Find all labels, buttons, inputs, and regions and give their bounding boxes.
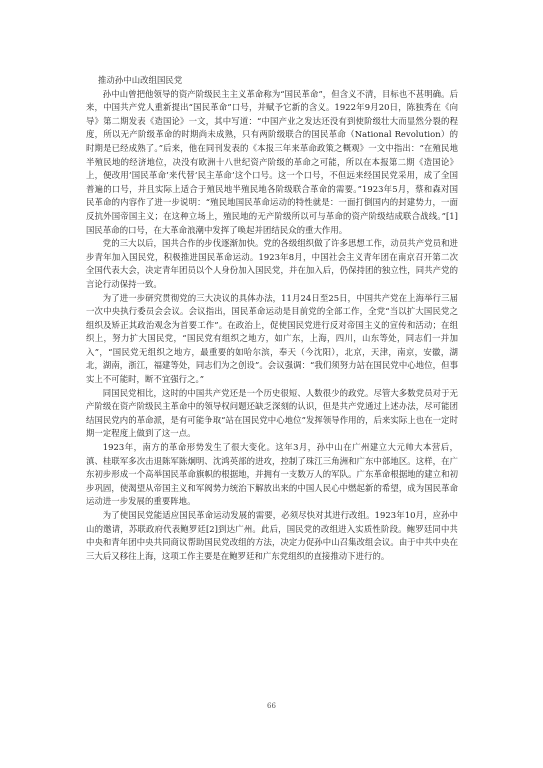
- paragraph-after-third-congress: 党的三大以后，国共合作的步伐逐渐加快。党的各级组织做了许多思想工作，动员共产党员和进步青年加入国民党，积极推进国民革命运动。1923年8月，中国社会主义青年团在南京召开第二次全国代表大会，决定青年团员以个人身份加入国民党，并在加入后，仍保持团的独立性，同共产党的言论行动保持一致。: [86, 238, 458, 289]
- paragraph-southern-situation: 1923年，南方的革命形势发生了很大变化。这年3月，孙中山在广州建立大元帅大本营后，滇、桂联军多次击退陈军陈炯明、沈鸿英部的进攻，控制了珠江三角洲和广东中部地区。这样，在广东初步形成一个高举国民革命旗帜的根据地，并拥有一支数万人的军队。广东革命根据地的建立和初步巩固，使渴望从帝国主义和军阀势力统治下解放出来的中国人民心中燃起新的希望，成为国民革命运动进一步发展的重要阵地。: [86, 442, 458, 507]
- paragraph-national-revolution: 孙中山曾把他领导的资产阶级民主主义革命称为“国民革命”，但含义不清，目标也不甚明确。后来，中国共产党人重新提出“国民革命”口号，并赋予它新的含义。1922年9月20日，陈独秀在《向导》第二期发表《造国论》一文，其中写道：“中国产业之发达还没有到使阶级壮大而显然分裂的程度，所以无产阶级革命的时期尚未成熟，只有两阶级联合的国民革命（National Revolution）的时期是已经成熟了。”后来，他在同刊发表的《本报三年来革命政策之概观》一文中指出：“在殖民地半殖民地的经济地位，决没有欧洲十八世纪资产阶级的革命之可能，所以在本报第二期《造国论》上，便改用‘国民革命’来代替‘民主革命’这个口号。这一个口号，不但远来经国民党采用，成了全国普遍的口号，并且实际上适合于殖民地半殖民地各阶级联合革命的需要。”1923年5月，蔡和森对国民革命的内容作了进一步说明：“殖民地国民革命运动的特性就是：一面打倒国内的封建势力，一面反抗外国帝国主义；在这种立场上，殖民地的无产阶级所以可与革命的资产阶级结成联合战线。”[1]国民革命的口号，在大革命浪潮中发挥了唤起并团结民众的重大作用。: [86, 88, 458, 235]
- paragraph-kmt-reorganization: 为了使国民党能适应国民革命运动发展的需要，必须尽快对其进行改组。1923年10月，应孙中山的邀请，苏联政府代表鲍罗廷[2]到达广州。此后，国民党的改组进入实质性阶段。鲍罗廷同中共中央和青年团中央共同商议帮助国民党改组的方法，决定力促孙中山召集改组会议。由于中共中央在三大后又移往上海，这项工作主要是在鲍罗廷和广东党组织的直接推动下进行的。: [86, 510, 458, 561]
- document-body: [86, 74, 458, 563]
- page-number: 66: [267, 702, 276, 710]
- paragraph-party-comparison: 同国民党相比，这时的中国共产党还是一个历史很短、人数很少的政党。尽管大多数党员对于无产阶级在资产阶级民主革命中的领导权问题还缺乏深刻的认识，但是共产党通过上述办法，尽可能团结国民党内的革命派，是有可能争取“站在国民党中心地位”发挥领导作用的，后来实际上也在一定时期一定程度上做到了这一点。: [86, 387, 458, 439]
- section-title: 推动孙中山改组国民党: [98, 75, 183, 85]
- paragraph-central-committee-meeting: 为了进一步研究贯彻党的三大决议的具体办法，11月24日至25日，中国共产党在上海举行三届一次中央执行委员会会议。会议指出，国民革命运动是目前党的全部工作，全党“当以扩大国民党之组织及矫正其政治观念为首要工作”。在政治上，促使国民党进行反对帝国主义的宣传和活动；在组织上，努力扩大国民党，“国民党有组织之地方，如广东，上海，四川，山东等处，同志们一并加入”，“国民党无组织之地方，最重要的如哈尔滨，奉天（今沈阳），北京，天津，南京，安徽，湖北，湖南，浙江，福建等处，同志们为之创设”。会议强调：“我们须努力站在国民党中心地位，但事实上不可能时，断不宜强行之。”: [86, 292, 458, 385]
